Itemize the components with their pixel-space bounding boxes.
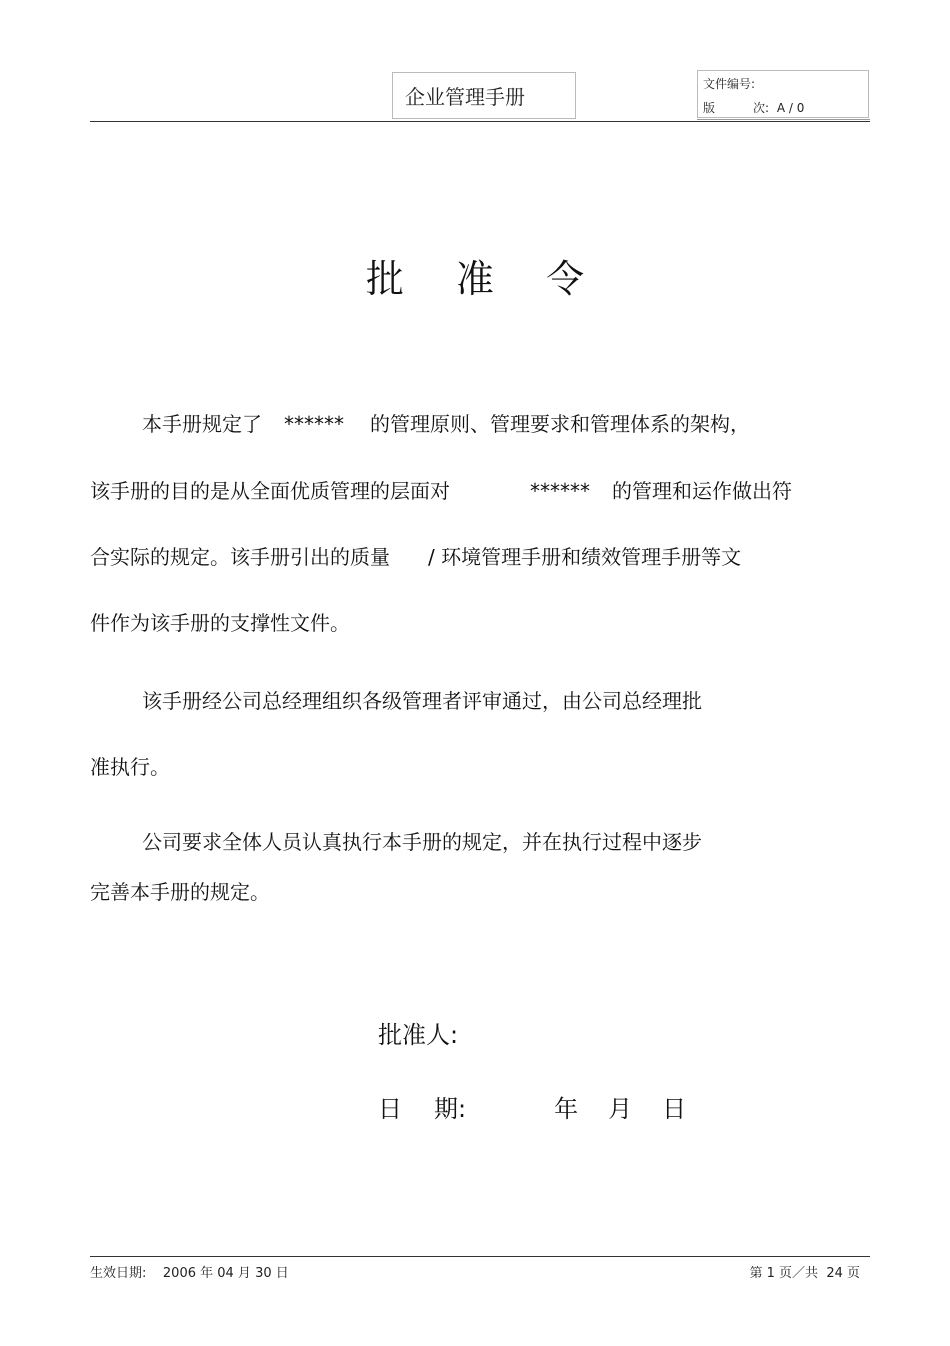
p1-l2-text-b: 的管理和运作做出符 — [612, 479, 792, 503]
title-char-3: 令 — [546, 257, 585, 301]
p1-l2-text-a: 该手册的目的是从全面优质管理的层面对 — [90, 479, 450, 503]
paragraph-1-line-4: 件作为该手册的支撑性文件。 — [90, 611, 350, 635]
p1-l1-text-b: 的管理原则、管理要求和管理体系的架构， — [370, 412, 750, 436]
document-number-row — [703, 75, 755, 92]
date-label-b: 期: — [434, 1095, 467, 1123]
footer-divider — [90, 1256, 870, 1257]
title-char-1: 批 — [365, 257, 404, 301]
manual-title: 企业管理手册 — [405, 85, 525, 109]
p1-l1-text-a: 本手册规定了 — [142, 412, 262, 436]
paragraph-1-line-3 — [90, 541, 741, 570]
effective-date: 生效日期: 2006 年 04 月 30 日 — [90, 1266, 289, 1281]
paragraph-2-line-1: 该手册经公司总经理组织各级管理者评审通过，由公司总经理批 — [142, 689, 702, 713]
paragraph-1-line-2 — [90, 475, 792, 504]
version-value: A / 0 — [776, 101, 805, 115]
header-divider-secondary — [697, 119, 870, 120]
paragraph-3-line-1: 公司要求全体人员认真执行本手册的规定，并在执行过程中逐步 — [142, 830, 702, 854]
header-divider — [90, 121, 870, 122]
date-line — [378, 1089, 686, 1124]
version-row — [703, 99, 804, 116]
title-char-2: 准 — [455, 257, 494, 301]
p1-l3-text-b: / 环境管理手册和绩效管理手册等文 — [428, 545, 742, 569]
page-number: 第 1 页／共 24 页 — [749, 1266, 860, 1281]
document-info-box — [697, 70, 869, 118]
paragraph-3-line-2: 完善本手册的规定。 — [90, 880, 270, 904]
p1-l2-masked-name: ****** — [530, 479, 590, 503]
version-label-b: 次: — [753, 101, 770, 115]
date-month: 月 — [608, 1095, 633, 1123]
p1-l3-text-a: 合实际的规定。该手册引出的质量 — [90, 545, 390, 569]
approver-label: 批准人: — [378, 1021, 459, 1049]
paragraph-1-line-1 — [142, 408, 750, 437]
p1-l1-masked-name: ****** — [284, 412, 344, 436]
document-title — [0, 248, 950, 303]
version-label-a: 版 — [703, 101, 716, 115]
date-label-a: 日 — [378, 1095, 402, 1123]
manual-title-box — [392, 72, 576, 119]
document-number-label: 文件编号: — [703, 77, 756, 91]
date-day: 日 — [662, 1095, 687, 1123]
date-year: 年 — [554, 1095, 579, 1123]
paragraph-2-line-2: 准执行。 — [90, 755, 170, 779]
